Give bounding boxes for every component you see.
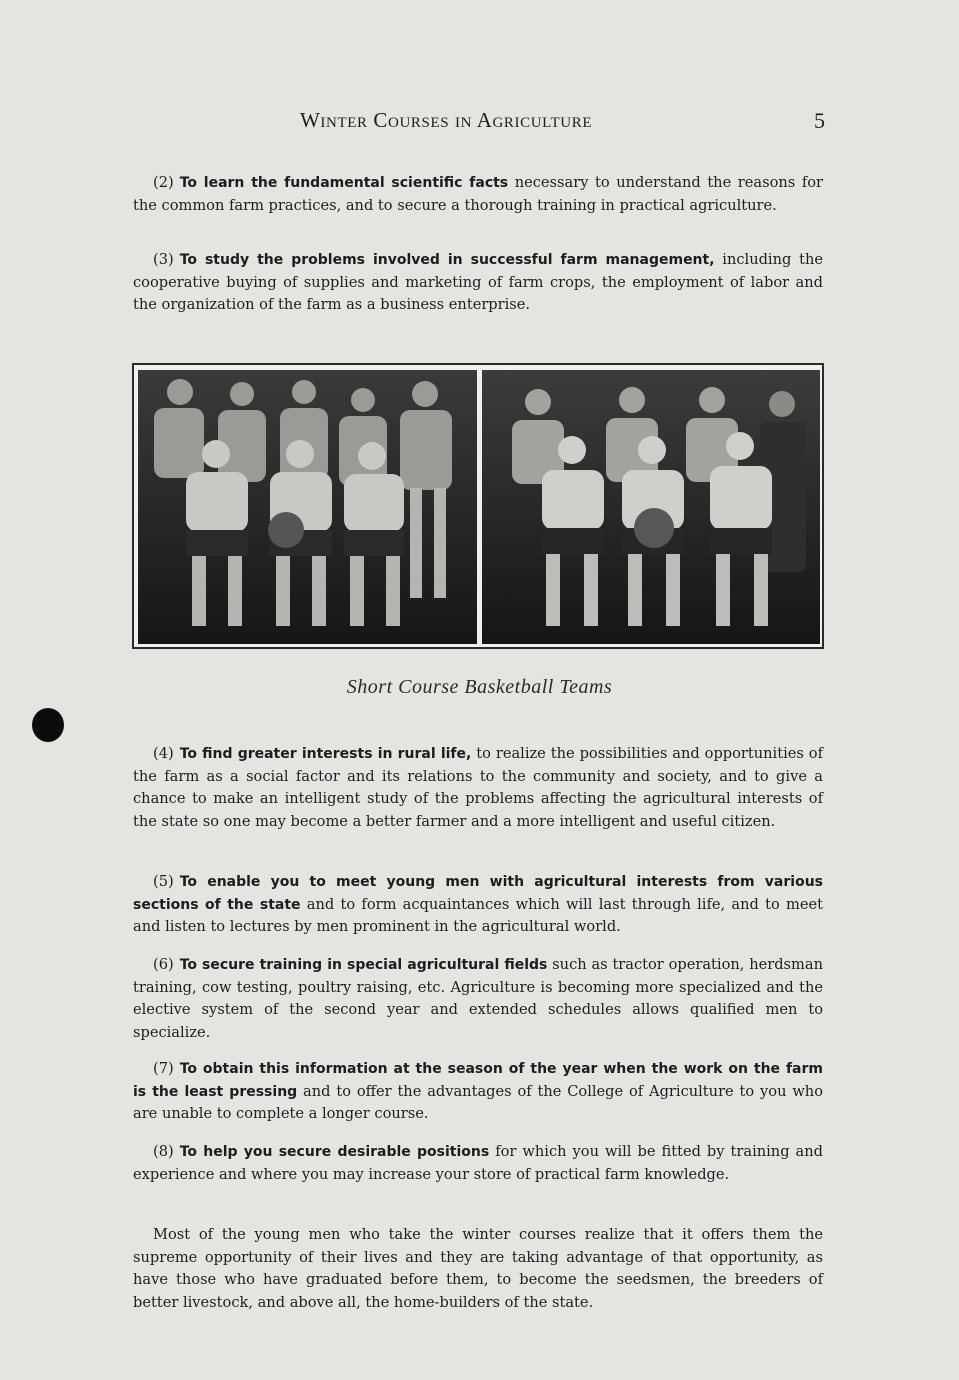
list-item <box>133 871 823 939</box>
running-title: Winter Courses in Agriculture <box>300 108 593 132</box>
item-number: (5) <box>153 873 174 890</box>
item-heading: To secure training in special agricultural fields <box>179 957 548 973</box>
list-item <box>133 249 823 317</box>
item-number: (3) <box>153 251 174 268</box>
item-heading: To help you secure desirable positions <box>179 1144 490 1160</box>
team-photo-right <box>482 370 820 644</box>
item-text: and to offer the advantages of the College of Agriculture to you who are unable to complete a longer course. <box>133 1082 823 1123</box>
item-text: for which you will be fitted by training and experience and where you may increase your store of practical farm knowledge. <box>133 1143 823 1183</box>
item-text: to realize the possibilities and opportunities of the farm as a social factor and its relations to the community and society, and to give a chance to make an intelligent study of the problems affecting the agricultural interests of the state so one may become a better farmer and a more intelligent and useful citizen. <box>133 745 823 830</box>
item-heading: To enable you to meet young men with agricultural interests from various sections of the state <box>133 874 823 913</box>
item-text: and to form acquaintances which will last through life, and to meet and listen to lectures by men prominent in the agricultural world. <box>133 895 823 936</box>
item-heading: To learn the fundamental scientific facts <box>179 175 509 191</box>
item-number: (7) <box>153 1060 174 1077</box>
item-heading: To study the problems involved in successful farm management, <box>179 252 715 268</box>
list-item <box>133 1058 823 1126</box>
item-number: (2) <box>153 174 174 191</box>
team-photo-left <box>138 370 477 644</box>
item-text: necessary to understand the reasons for the common farm practices, and to secure a thorough training in practical agriculture. <box>133 174 823 214</box>
item-text: such as tractor operation, herdsman training, cow testing, poultry raising, etc. Agriculture is becoming more specialized and the elective system of the second year and extended schedules allows qualified men to specialize. <box>133 956 823 1041</box>
item-number: (4) <box>153 745 174 762</box>
item-heading: To obtain this information at the season of the year when the work on the farm is the least pressing <box>133 1061 823 1100</box>
photo-frame <box>132 363 824 649</box>
list-item <box>133 954 823 1044</box>
item-number: (8) <box>153 1143 174 1160</box>
item-text: including the cooperative buying of supplies and marketing of farm crops, the employment of labor and the organization of the farm as a business enterprise. <box>133 251 823 314</box>
list-item <box>133 743 823 833</box>
list-item <box>133 1141 823 1186</box>
closing-paragraph: Most of the young men who take the winter courses realize that it offers them the supreme opportunity of their lives and they are taking advantage of that opportunity, as have those who have graduated before them, to become the seedsmen, the breeders of better livestock, and above all, the home-builders of the state. <box>133 1226 823 1311</box>
item-heading: To find greater interests in rural life, <box>179 746 472 762</box>
figure-caption: Short Course Basketball Teams <box>346 676 613 698</box>
binder-hole <box>32 708 64 742</box>
list-item <box>133 172 823 217</box>
item-number: (6) <box>153 956 174 973</box>
page-number: 5 <box>814 108 825 133</box>
